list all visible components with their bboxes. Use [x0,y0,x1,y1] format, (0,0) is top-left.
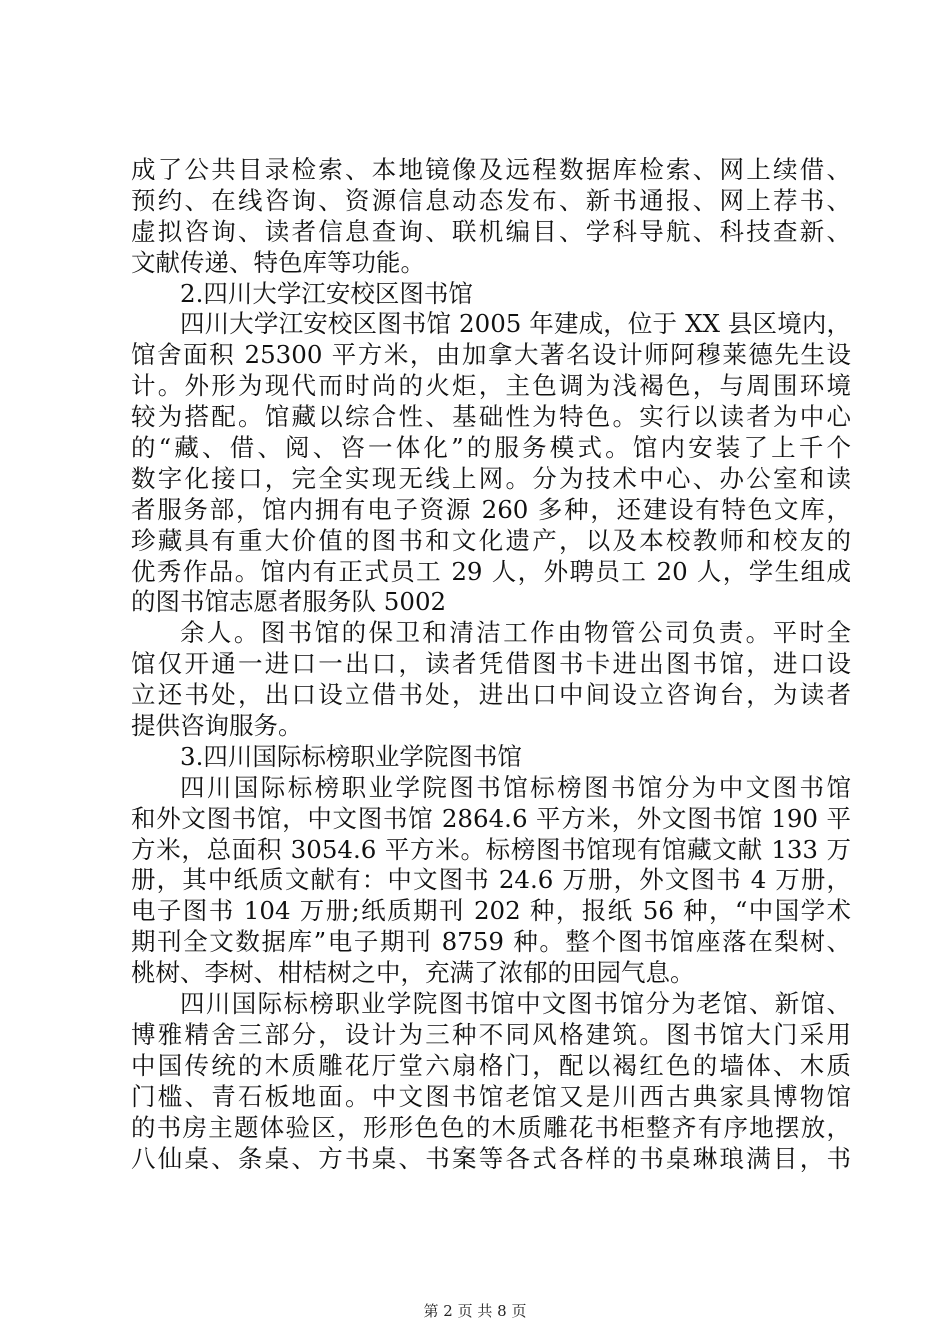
text-line: 四川大学江安校区图书馆 2005 年建成，位于 XX 县区境内， [180,309,851,339]
text-line: 优秀作品。馆内有正式员工 29 人，外聘员工 20 人，学生组成 [131,556,851,586]
text-line: 方米，总面积 3054.6 平方米。标榜图书馆现有馆藏文献 133 万 [131,834,851,864]
text-line: 四川国际标榜职业学院图书馆中文图书馆分为老馆、新馆、 [180,989,851,1019]
text-line: 成了公共目录检索、本地镜像及远程数据库检索、网上续借、 [131,155,851,184]
text-line: 馆舍面积 25300 平方米，由加拿大著名设计师阿穆莱德先生设 [131,340,851,370]
text-line: 者服务部，馆内拥有电子资源 260 多种，还建设有特色文库， [131,494,851,524]
text-line: 馆仅开通一进口一出口，读者凭借图书卡进出图书馆，进口设 [131,649,851,679]
section-heading: 3.四川国际标榜职业学院图书馆 [180,741,522,771]
text-line: 较为搭配。馆藏以综合性、基础性为特色。实行以读者为中心 [131,402,851,432]
text-line: 余人。图书馆的保卫和清洁工作由物管公司负责。平时全 [180,618,851,648]
text-line: 计。外形为现代而时尚的火炬，主色调为浅褐色，与周围环境 [131,371,851,401]
text-line: 和外文图书馆，中文图书馆 2864.6 平方米，外文图书馆 190 平 [131,803,851,833]
text-line: 期刊全文数据库”电子期刊 8759 种。整个图书馆座落在梨树、 [131,927,851,957]
text-line: 数字化接口，完全实现无线上网。分为技术中心、办公室和读 [131,463,851,493]
text-line: 桃树、李树、柑桔树之中，充满了浓郁的田园气息。 [131,958,695,988]
document-body [131,155,851,1174]
text-line: 提供咨询服务。 [131,711,303,741]
section-heading: 2.四川大学江安校区图书馆 [180,278,473,308]
text-line: 博雅精舍三部分，设计为三种不同风格建筑。图书馆大门采用 [131,1019,851,1049]
text-line: 文献传递、特色库等功能。 [131,247,425,277]
text-line: 中国传统的木质雕花厅堂六扇格门，配以褐红色的墙体、木质 [131,1050,851,1080]
text-line: 四川国际标榜职业学院图书馆标榜图书馆分为中文图书馆 [180,772,851,802]
text-line: 电子图书 104 万册;纸质期刊 202 种，报纸 56 种，“中国学术 [131,896,851,926]
text-line: 的“藏、借、阅、咨一体化”的服务模式。馆内安装了上千个 [131,433,851,463]
text-line: 的图书馆志愿者服务队 5002 [131,587,447,617]
text-line: 虚拟咨询、读者信息查询、联机编目、学科导航、科技查新、 [131,216,851,246]
text-line: 门槛、青石板地面。中文图书馆老馆又是川西古典家具博物馆 [131,1081,851,1111]
text-line: 立还书处，出口设立借书处，进出口中间设立咨询台，为读者 [131,680,851,710]
text-line: 八仙桌、条桌、方书桌、书案等各式各样的书桌琳琅满目，书 [131,1143,851,1173]
text-line: 预约、在线咨询、资源信息动态发布、新书通报、网上荐书、 [131,185,851,215]
page-footer: 第 2 页 共 8 页 [423,1302,527,1320]
text-line: 册，其中纸质文献有：中文图书 24.6 万册，外文图书 4 万册， [131,865,851,895]
text-line: 珍藏具有重大价值的图书和文化遗产，以及本校教师和校友的 [131,525,851,555]
text-line: 的书房主题体验区，形形色色的木质雕花书柜整齐有序地摆放， [131,1112,851,1142]
